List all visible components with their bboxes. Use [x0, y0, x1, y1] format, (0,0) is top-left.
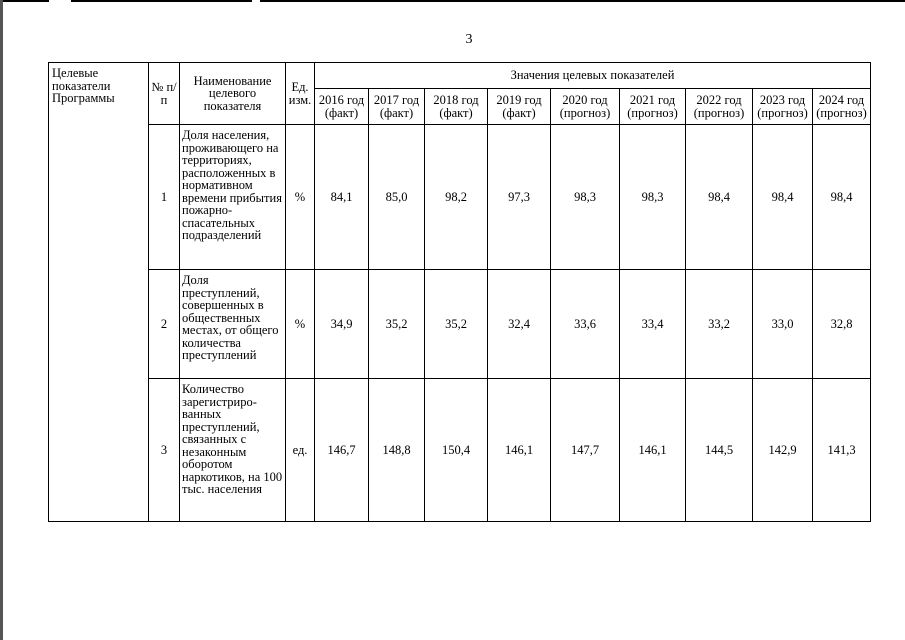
page-top-edge-gap	[49, 0, 71, 2]
indicator-unit: ед.	[286, 379, 315, 522]
indicator-value: 98,4	[686, 125, 753, 270]
indicator-value: 150,4	[425, 379, 488, 522]
indicator-value: 33,2	[686, 270, 753, 379]
indicator-value: 98,4	[753, 125, 813, 270]
header-year: 2018 год (факт)	[425, 89, 488, 125]
indicator-value: 33,0	[753, 270, 813, 379]
row-number: 1	[149, 125, 180, 270]
header-year: 2020 год (прогноз)	[551, 89, 620, 125]
indicator-value: 98,3	[551, 125, 620, 270]
indicator-value: 142,9	[753, 379, 813, 522]
indicator-value: 32,8	[813, 270, 871, 379]
indicator-value: 147,7	[551, 379, 620, 522]
indicator-value: 33,6	[551, 270, 620, 379]
row-number: 2	[149, 270, 180, 379]
header-year: 2016 год (факт)	[315, 89, 369, 125]
indicator-value: 98,3	[620, 125, 686, 270]
indicator-name: Доля населения, проживающего на территориях, расположенных в нормативном времени прибытия пожарно-спасательных подразделений	[180, 125, 286, 270]
header-values-group: Значения целевых показателей	[315, 63, 871, 89]
indicator-value: 35,2	[425, 270, 488, 379]
indicator-value: 84,1	[315, 125, 369, 270]
indicator-unit: %	[286, 270, 315, 379]
indicator-value: 98,2	[425, 125, 488, 270]
indicators-table	[48, 62, 871, 522]
indicator-value: 32,4	[488, 270, 551, 379]
header-unit: Ед. изм.	[286, 63, 315, 125]
page-left-edge	[0, 0, 3, 640]
page-number: 3	[465, 32, 473, 47]
indicator-name: Количество зарегистриро-ванных преступлений, связанных с незаконным оборотом наркотиков, на 100 тыс. населения	[180, 379, 286, 522]
page-top-edge	[0, 0, 905, 2]
table-row	[49, 379, 871, 522]
table-header-row	[49, 63, 871, 89]
indicator-value: 141,3	[813, 379, 871, 522]
indicator-value: 146,1	[488, 379, 551, 522]
header-year: 2021 год (прогноз)	[620, 89, 686, 125]
indicator-value: 146,1	[620, 379, 686, 522]
indicator-value: 144,5	[686, 379, 753, 522]
indicator-value: 33,4	[620, 270, 686, 379]
indicator-value: 85,0	[369, 125, 425, 270]
indicator-value: 98,4	[813, 125, 871, 270]
page-top-edge-gap	[252, 0, 260, 2]
indicator-value: 97,3	[488, 125, 551, 270]
row-number: 3	[149, 379, 180, 522]
header-year: 2022 год (прогноз)	[686, 89, 753, 125]
header-number: № п/п	[149, 63, 180, 125]
indicator-value: 35,2	[369, 270, 425, 379]
table-row	[49, 270, 871, 379]
indicator-value: 148,8	[369, 379, 425, 522]
header-indicator-name: Наименование целевого показателя	[180, 63, 286, 125]
header-year: 2017 год (факт)	[369, 89, 425, 125]
header-year: 2023 год (прогноз)	[753, 89, 813, 125]
indicator-unit: %	[286, 125, 315, 270]
indicator-value: 146,7	[315, 379, 369, 522]
header-target-indicators: Целевые показатели Программы	[49, 63, 149, 522]
indicator-value: 34,9	[315, 270, 369, 379]
indicator-name: Доля преступлений, совершенных в общественных местах, от общего количества преступлений	[180, 270, 286, 379]
table-row	[49, 125, 871, 270]
header-year: 2019 год (факт)	[488, 89, 551, 125]
header-year: 2024 год (прогноз)	[813, 89, 871, 125]
